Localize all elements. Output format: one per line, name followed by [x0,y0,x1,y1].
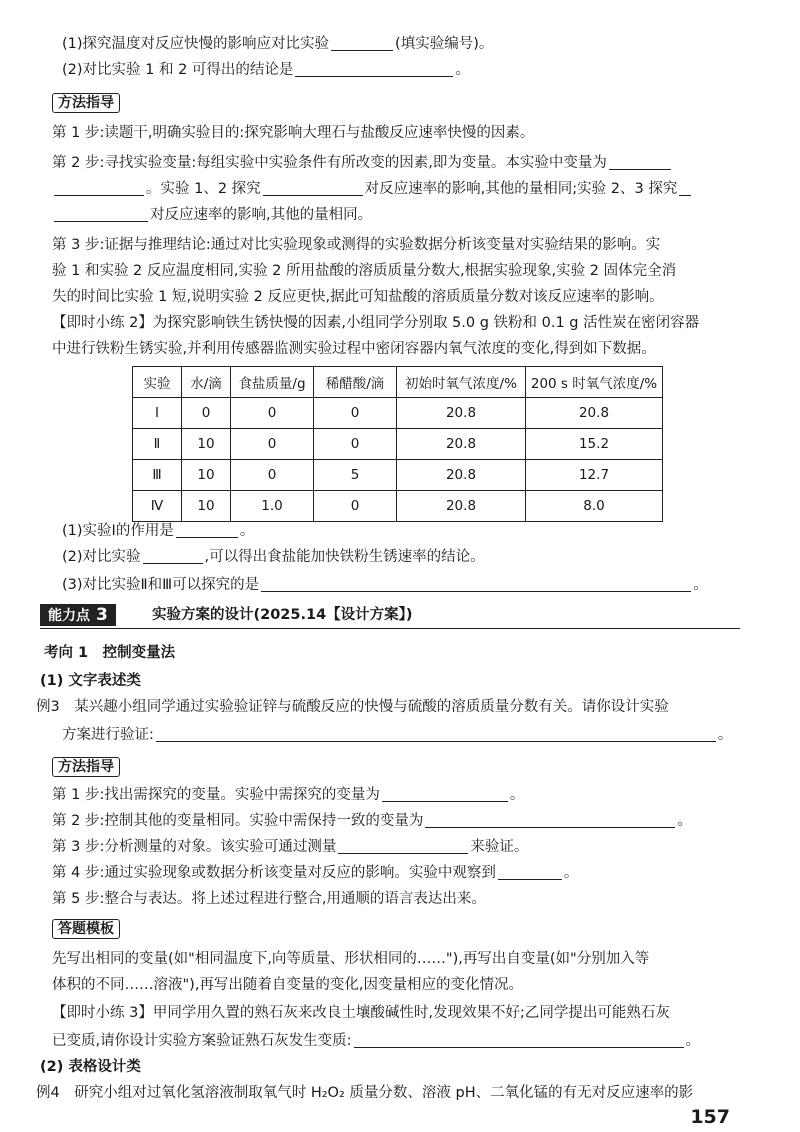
answer-blank[interactable] [54,205,148,222]
table-cell: Ⅱ [133,429,182,460]
template-text-cont: 体积的不同……溶液"),再写出随着自变量的变化,因变量相应的变化情况。 [52,977,524,993]
practice-3-cont: 已变质,请你设计实验方案验证熟石灰发生变质: 。 [52,1033,700,1049]
method-guide-header: 方法指导 [52,92,738,114]
template-text: 先写出相同的变量(如"相同温度下,向等质量、形状相同的……"),再写出自变量(如"分别加入等 [52,951,650,967]
step-3-cont: 验 1 和实验 2 反应温度相同,实验 2 所用盐酸的溶质质量分数大,根据实验现象,实验 2 固体完全消 [52,263,677,279]
table-header: 初始时氧气浓度/% [397,367,526,398]
example-3-cont: 方案进行验证: 。 [62,727,733,743]
table-cell: 0 [314,398,397,429]
answer-blank[interactable] [609,153,671,170]
answer-blank[interactable] [156,725,716,742]
answer-blank[interactable] [498,863,562,880]
answer-blank[interactable] [425,811,675,828]
guide-step-4: 第 4 步:通过实验现象或数据分析该变量对反应的影响。实验中观察到 。 [52,865,579,881]
table-cell: 0 [231,398,314,429]
answer-blank[interactable] [54,179,144,196]
ability-badge: 能力点 3 [40,604,116,626]
table-cell: 10 [182,460,231,491]
answer-blank[interactable] [354,1031,684,1048]
step-3: 第 3 步:证据与推理结论:通过对比实验现象或测得的实验数据分析该变量对实验结果的影响。实 [52,237,661,253]
table-cell: 20.8 [526,398,663,429]
table-row [133,429,663,460]
practice-3: 【即时小练 3】甲同学用久置的熟石灰来改良土壤酸碱性时,发现效果不好;乙同学提出可能熟石灰 [52,1005,670,1021]
table-cell: 8.0 [526,491,663,522]
guide-step-3: 第 3 步:分析测量的对象。该实验可通过测量 来验证。 [52,839,529,855]
answer-blank[interactable] [143,547,203,564]
table-cell: 0 [314,491,397,522]
method-guide-header-2: 方法指导 [52,756,738,778]
table-cell: 0 [182,398,231,429]
question-2: (2)对比实验 1 和 2 可得出的结论是 。 [62,62,470,78]
table-row [133,491,663,522]
question-1: (1)探究温度对反应快慢的影响应对比实验 (填实验编号)。 [62,36,494,52]
practice-2-cont: 中进行铁粉生锈实验,并利用传感器监测实验过程中密闭容器内氧气浓度的变化,得到如下数据。 [52,341,656,357]
answer-blank[interactable] [679,179,691,196]
table-header: 200 s 时氧气浓度/% [526,367,663,398]
table-cell: 10 [182,429,231,460]
table-cell: 0 [231,429,314,460]
direction-heading: 考向 1 控制变量法 [44,645,176,661]
table-cell: 10 [182,491,231,522]
answer-blank[interactable] [331,34,393,51]
table-row [133,460,663,491]
table-cell: 20.8 [397,460,526,491]
table-cell: 1.0 [231,491,314,522]
answer-3: (3)对比实验Ⅱ和Ⅲ可以探究的是 。 [62,577,708,593]
example-4: 例4 研究小组对过氧化氢溶液制取氧气时 H₂O₂ 质量分数、溶液 pH、二氧化锰的有无对反应速率的影 [36,1085,694,1101]
answer-template-header: 答题模板 [52,918,738,940]
table-cell: 5 [314,460,397,491]
table-header: 水/滴 [182,367,231,398]
step-3-cont2: 失的时间比实验 1 短,说明实验 2 反应更快,据此可知盐酸的溶质质量分数对该反应速率的影响。 [52,289,664,305]
table-cell: 0 [231,460,314,491]
table-row [133,398,663,429]
guide-step-2: 第 2 步:控制其他的变量相同。实验中需保持一致的变量为 。 [52,813,692,829]
step-2: 第 2 步:寻找实验变量:每组实验中实验条件有所改变的因素,即为变量。本实验中变量为 [52,152,738,174]
table-cell: Ⅰ [133,398,182,429]
practice-2: 【即时小练 2】为探究影响铁生锈快慢的因素,小组同学分别取 5.0 g 铁粉和 0.1 g 活性炭在密闭容器 [52,315,700,331]
table-cell: Ⅲ [133,460,182,491]
experiment-table [132,366,663,522]
answer-blank[interactable] [261,575,691,592]
ability-title: 实验方案的设计(2025.14【设计方案】) [152,607,413,623]
guide-step-5: 第 5 步:整合与表达。将上述过程进行整合,用通顺的语言表达出来。 [52,891,486,907]
answer-blank[interactable] [176,521,238,538]
answer-blank[interactable] [263,179,363,196]
table-header: 食盐质量/g [231,367,314,398]
table-cell: 12.7 [526,460,663,491]
table-cell: 0 [314,429,397,460]
answer-blank[interactable] [382,785,508,802]
guide-step-1: 第 1 步:找出需探究的变量。实验中需探究的变量为 。 [52,787,525,803]
step-2-cont: 。实验 1、2 探究 对反应速率的影响,其他的量相同;实验 2、3 探究 [52,178,738,200]
table-cell: 20.8 [397,398,526,429]
category-heading-2: (2) 表格设计类 [40,1059,141,1075]
step-2-cont2: 对反应速率的影响,其他的量相同。 [52,204,738,226]
table-header-row [133,367,663,398]
answer-blank[interactable] [295,60,453,77]
table-header: 稀醋酸/滴 [314,367,397,398]
step-1: 第 1 步:读题干,明确实验目的:探究影响大理石与盐酸反应速率快慢的因素。 [52,125,535,141]
answer-blank[interactable] [338,837,468,854]
ability-point-header [40,604,740,629]
table-cell: 15.2 [526,429,663,460]
table-cell: 20.8 [397,491,526,522]
answer-1: (1)实验Ⅰ的作用是 。 [62,523,255,539]
example-3: 例3 某兴趣小组同学通过实验验证锌与硫酸反应的快慢与硫酸的溶质质量分数有关。请你设计实验 [36,699,669,715]
table-cell: 20.8 [397,429,526,460]
table-header: 实验 [133,367,182,398]
answer-2: (2)对比实验 ,可以得出食盐能加快铁粉生锈速率的结论。 [62,549,485,565]
page-number: 157 [690,1106,730,1128]
table-cell: Ⅳ [133,491,182,522]
category-heading-1: (1) 文字表述类 [40,673,141,689]
